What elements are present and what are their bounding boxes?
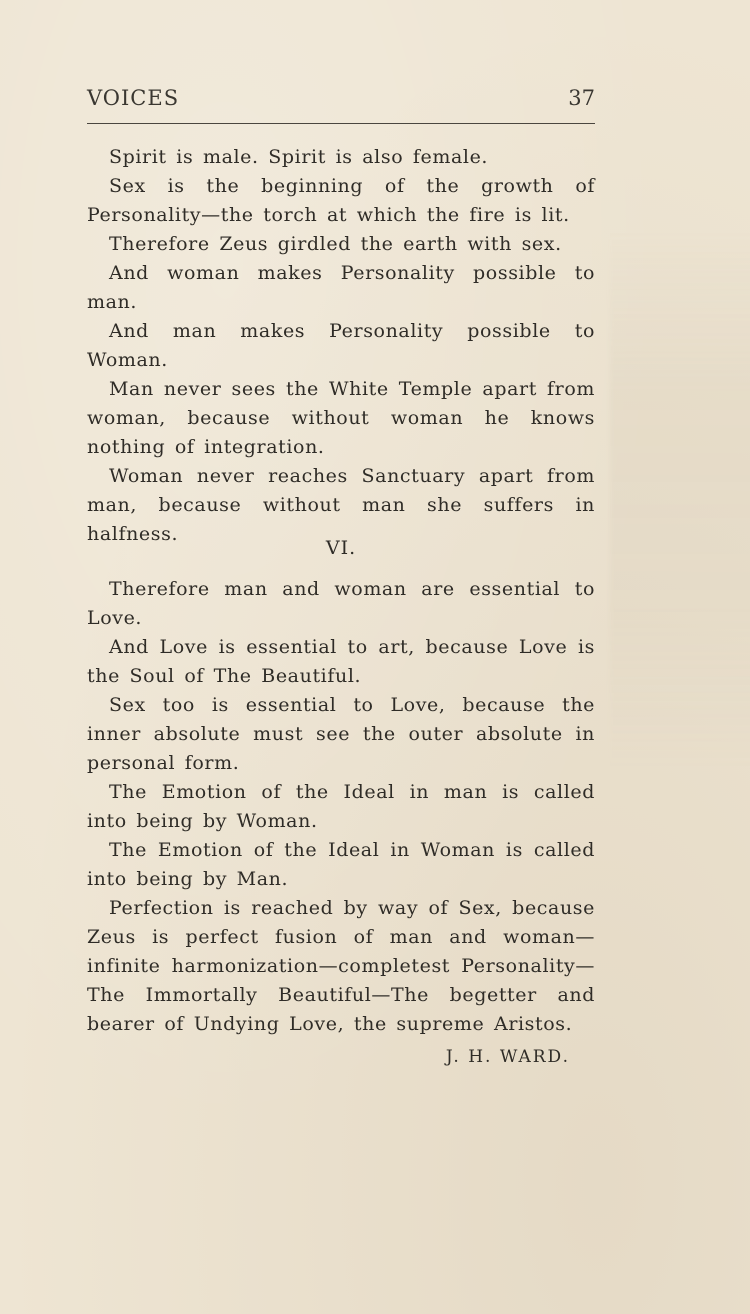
paragraph: Sex too is essential to Love, because the inner absolute must see the outer absolute in personal form. [87, 694, 595, 774]
paragraph: Spirit is male. Spirit is also female. [109, 146, 489, 168]
paragraph: Perfection is reached by way of Sex, because Zeus is perfect fusion of man and woman—infinite harmonization—completest Personality—The Immortally Beautiful—The begetter and bearer of Undying Love, the supreme Aristos. [87, 897, 595, 1035]
text-block-1 [87, 143, 595, 549]
section-number: VI. [325, 537, 357, 559]
show-through-shadow [610, 230, 750, 770]
paragraph: The Emotion of the Ideal in man is called into being by Woman. [87, 781, 595, 832]
header-rule [87, 123, 595, 124]
page-header [87, 86, 595, 118]
page-number: 37 [568, 86, 595, 110]
paragraph: And man makes Personality possible to Woman. [87, 320, 595, 371]
paragraph: Sex is the beginning of the growth of Personality—the torch at which the fire is lit. [87, 175, 595, 226]
author-signature: J. H. WARD. [445, 1047, 570, 1067]
running-title: VOICES [87, 86, 180, 110]
paragraph: Man never sees the White Temple apart from woman, because without woman he knows nothing of integration. [87, 378, 595, 458]
paragraph: Therefore Zeus girdled the earth with sex. [109, 233, 562, 255]
paragraph: Woman never reaches Sanctuary apart from man, because without man she suffers in halfness. [87, 465, 595, 545]
text-block-2 [87, 575, 595, 1039]
paragraph: The Emotion of the Ideal in Woman is called into being by Man. [87, 839, 595, 890]
paragraph: Therefore man and woman are essential to Love. [87, 578, 595, 629]
paragraph: And woman makes Personality possible to man. [87, 262, 595, 313]
paragraph: And Love is essential to art, because Love is the Soul of The Beautiful. [87, 636, 595, 687]
